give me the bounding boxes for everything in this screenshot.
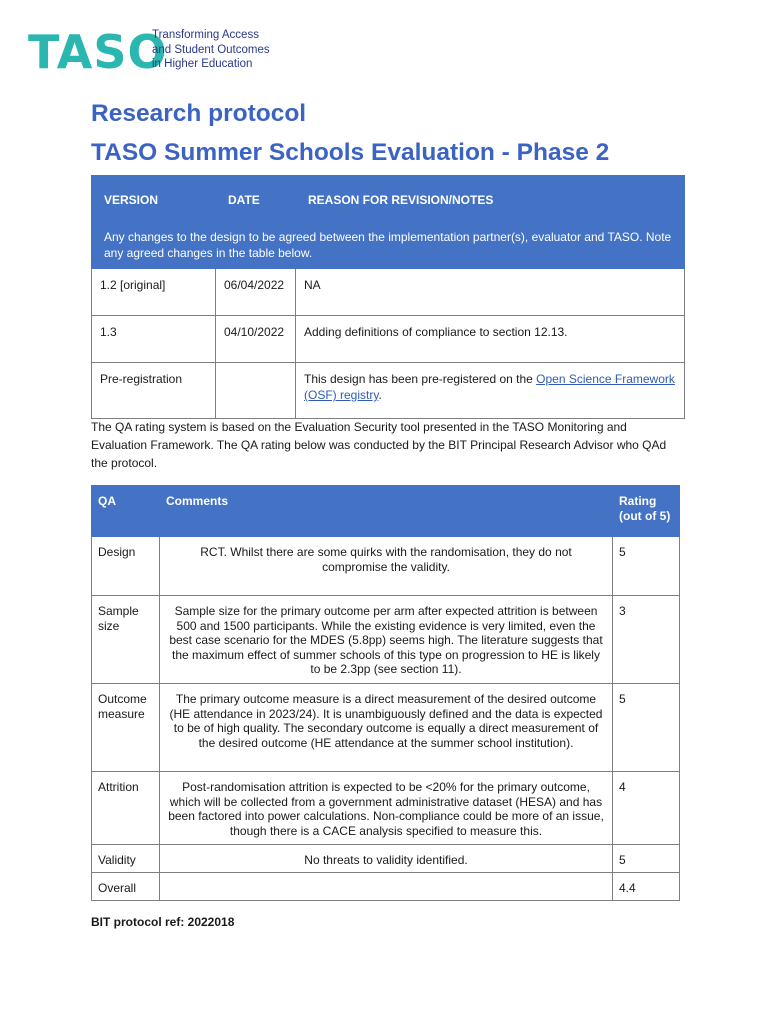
version-cell: 1.2 [original] (92, 269, 216, 316)
qa-rating: 4.4 (613, 873, 680, 901)
taso-logo (28, 25, 270, 79)
qa-rating: 5 (613, 845, 680, 873)
table-row (92, 596, 680, 684)
page-title: Research protocol (91, 100, 307, 127)
table-row (92, 684, 680, 772)
table-row (92, 772, 680, 845)
qa-rating: 5 (613, 537, 680, 596)
qa-criterion: Validity (92, 845, 160, 873)
qa-intro-paragraph: The QA rating system is based on the Evaluation Security tool presented in the TASO Monitoring and Evaluation Framework. The QA rating below was conducted by the BIT Principal Research Advisor who QAd the protocol. (91, 420, 667, 470)
col-header-rating: Rating (out of 5) (613, 486, 680, 537)
version-table-note: Any changes to the design to be agreed between the implementation partner(s), evaluator and TASO. Note any agreed changes in the table below. (92, 222, 685, 269)
reason-suffix: . (378, 388, 382, 402)
date-cell: 06/04/2022 (216, 269, 296, 316)
qa-criterion: Outcome measure (92, 684, 160, 772)
table-row (92, 537, 680, 596)
qa-table (91, 485, 680, 901)
qa-criterion: Sample size (92, 596, 160, 684)
version-table-header (92, 176, 685, 222)
qa-comment: RCT. Whilst there are some quirks with the randomisation, they do not compromise the validity. (160, 537, 613, 596)
qa-criterion: Design (92, 537, 160, 596)
reason-cell: NA (296, 269, 685, 316)
col-header-reason: REASON FOR REVISION/NOTES (296, 176, 685, 222)
qa-table-header (92, 486, 680, 537)
page-subtitle: TASO Summer Schools Evaluation - Phase 2 (91, 139, 610, 166)
col-header-date: DATE (216, 176, 296, 222)
osf-registry-link[interactable]: Open Science Framework (OSF) registry (304, 372, 675, 402)
version-cell: 1.3 (92, 316, 216, 363)
logo-tagline-line: in Higher Education (152, 58, 253, 70)
qa-comment (160, 873, 613, 901)
qa-rating: 4 (613, 772, 680, 845)
qa-criterion: Overall (92, 873, 160, 901)
table-row (92, 873, 680, 901)
reason-cell (296, 363, 685, 419)
qa-comment: No threats to validity identified. (160, 845, 613, 873)
version-cell: Pre-registration (92, 363, 216, 419)
reason-cell: Adding definitions of compliance to section 12.13. (296, 316, 685, 363)
qa-rating: 5 (613, 684, 680, 772)
col-header-comments: Comments (160, 486, 613, 537)
logo-tagline-line: Transforming Access (152, 29, 259, 41)
qa-comment: Post-randomisation attrition is expected to be <20% for the primary outcome, which will be collected from a government administrative dataset (HESA) and has been factored into power calculations. Non-compliance could be more of an issue, though there is a CACE analysis specified to measure this. (160, 772, 613, 845)
date-cell: 04/10/2022 (216, 316, 296, 363)
col-header-qa: QA (92, 486, 160, 537)
version-table (91, 175, 685, 419)
logo-wordmark (28, 25, 168, 79)
qa-criterion: Attrition (92, 772, 160, 845)
table-row (92, 269, 685, 316)
table-row (92, 363, 685, 419)
qa-comment: Sample size for the primary outcome per arm after expected attrition is between 500 and 1500 participants. While the existing evidence is very limited, even the best case scenario for the MDES (5.8pp) seems high. The literature suggests that the maximum effect of summer schools of this type on progression to HE is likely to be 2.3pp (see section 11). (160, 596, 613, 684)
table-row (92, 845, 680, 873)
date-cell (216, 363, 296, 419)
protocol-ref: BIT protocol ref: 2022018 (91, 915, 235, 929)
reason-text: This design has been pre-registered on the (304, 372, 537, 386)
qa-comment: The primary outcome measure is a direct measurement of the desired outcome (HE attendance in 2023/24). It is unambiguously defined and the data is expected to be of high quality. The secondary outcome is equally a direct measurement of the desired outcome (HE attendance at the summer school institution). (160, 684, 613, 772)
logo-tagline (152, 28, 292, 72)
qa-rating: 3 (613, 596, 680, 684)
logo-tagline-line: and Student Outcomes (152, 43, 270, 56)
version-table-note-row (92, 222, 685, 269)
table-row (92, 316, 685, 363)
col-header-version: VERSION (92, 176, 216, 222)
logo-mark-text: TASO (28, 25, 168, 79)
